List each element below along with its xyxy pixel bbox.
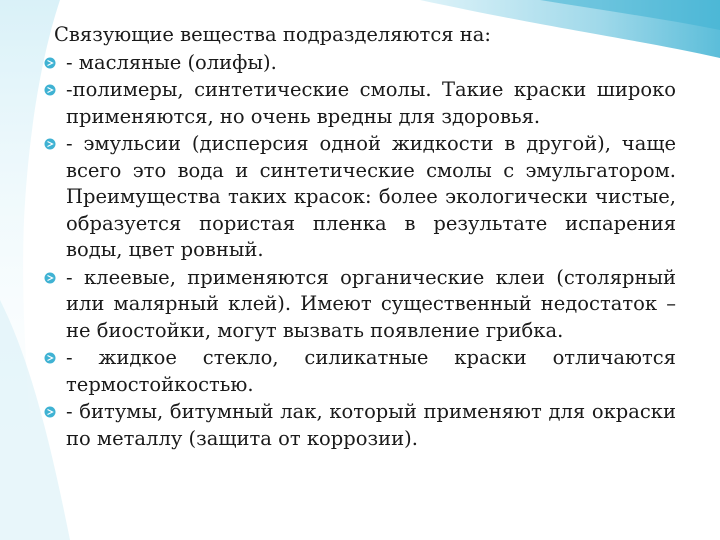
list-item <box>44 77 676 130</box>
list-item-text: - битумы, битумный лак, который применяют для окраски по металлу (защита от коррозии). <box>66 400 676 450</box>
text-body <box>44 22 676 453</box>
list-item-text: - клеевые, применяются органические клеи (столярный или малярный клей). Имеют существенный недостаток – не биостойки, могут вызвать появление грибка. <box>66 265 676 342</box>
list-item <box>44 50 676 77</box>
teal-circle-bullet-icon <box>44 406 56 418</box>
list-item-text: - масляные (олифы). <box>66 50 277 74</box>
list-item <box>44 345 676 398</box>
teal-circle-bullet-icon <box>44 272 56 284</box>
list-item <box>44 131 676 264</box>
list-item <box>44 399 676 452</box>
list-item-text: -полимеры, синтетические смолы. Такие краски широко применяются, но очень вредны для здоровья. <box>66 78 676 128</box>
bullet-list <box>44 50 676 453</box>
list-item <box>44 265 676 345</box>
list-item-text: - эмульсии (дисперсия одной жидкости в другой), чаще всего это вода и синтетические смолы с эмульгатором. Преимущества таких красок: более экологически чистые, образуется пористая пленка в результате испарения воды, цвет ровный. <box>66 132 676 261</box>
list-item-text: - жидкое стекло, силикатные краски отличаются термостойкостью. <box>66 346 676 396</box>
intro-line: Связующие вещества подразделяются на: <box>54 23 491 46</box>
teal-circle-bullet-icon <box>44 138 56 150</box>
teal-circle-bullet-icon <box>44 84 56 96</box>
teal-circle-bullet-icon <box>44 57 56 69</box>
teal-circle-bullet-icon <box>44 352 56 364</box>
